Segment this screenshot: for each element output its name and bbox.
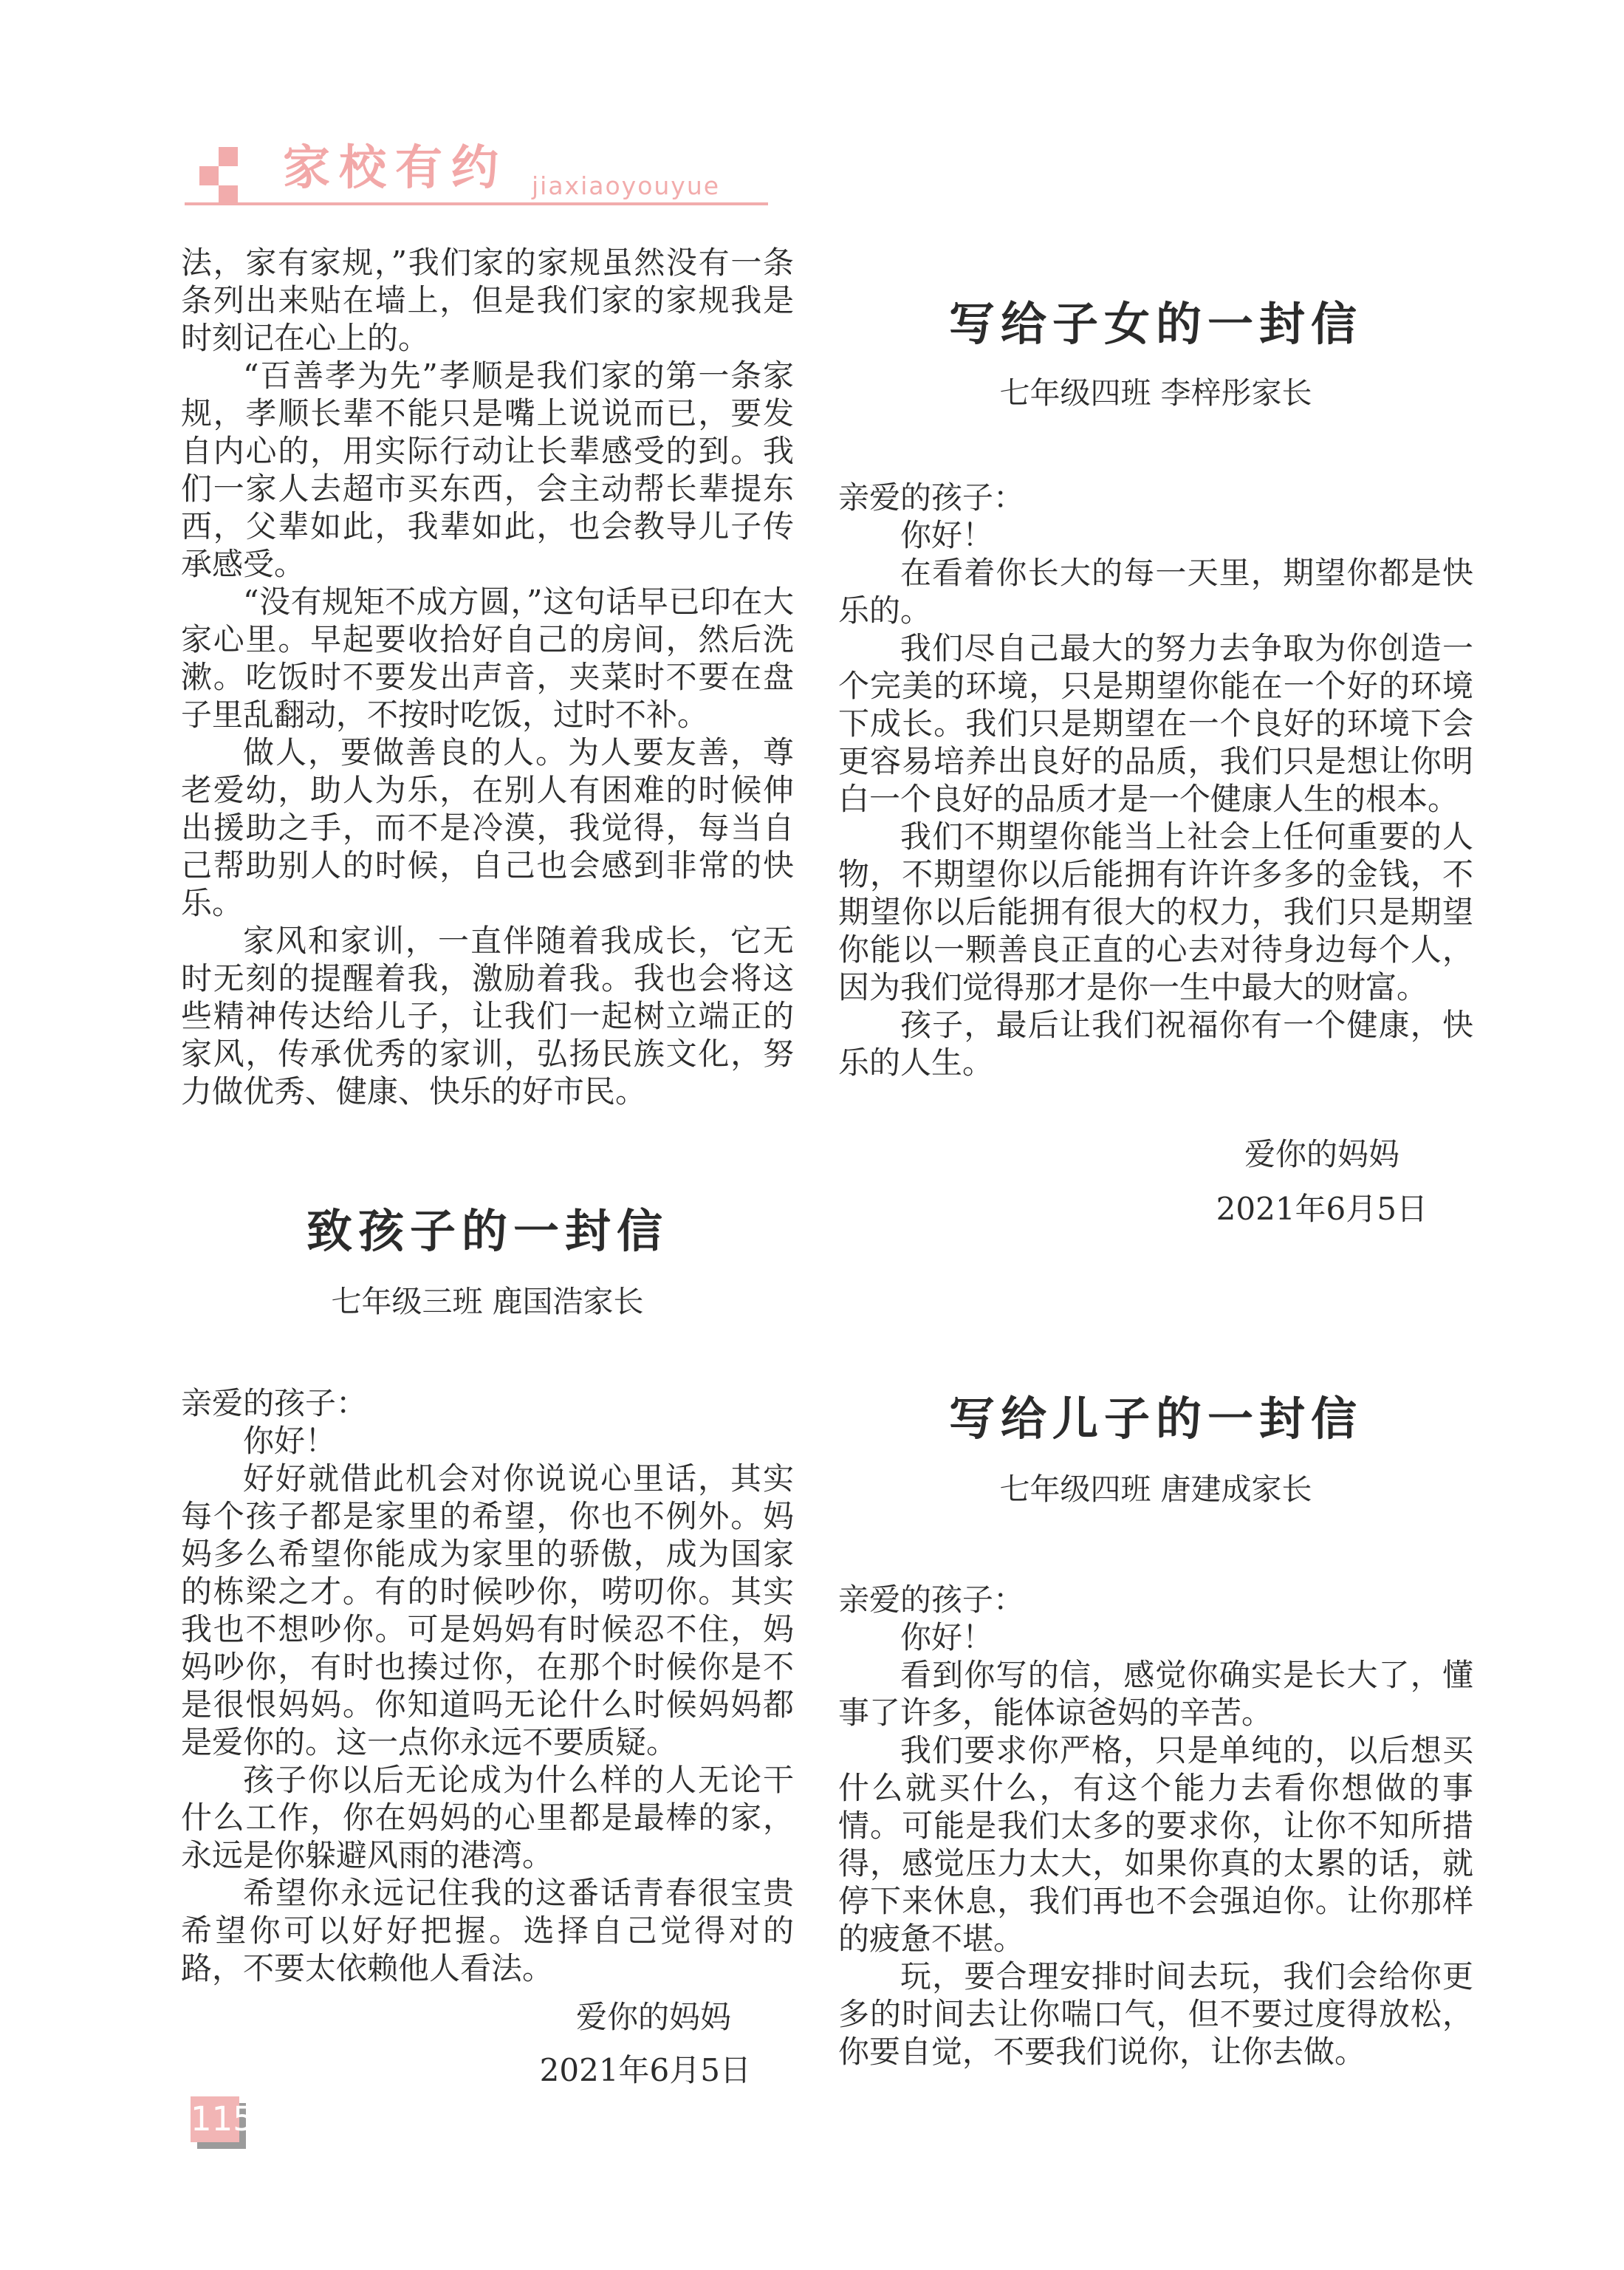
letter-title-to-children: 写给子女的一封信 — [948, 297, 1363, 351]
letter-byline-tang-jiancheng: 七年级四班 唐建成家长 — [999, 1471, 1312, 1507]
checker-icon-square — [199, 166, 219, 185]
article-family-rules — [181, 244, 794, 1110]
letter-greeting: 你好！ — [900, 517, 994, 553]
letter-greeting: 你好！ — [900, 1619, 994, 1655]
letter-paragraph: 看到你写的信，感觉你确实是长大了，懂事了许多，能体谅爸妈的辛苦。 — [838, 1657, 1473, 1731]
letter-signature — [838, 1136, 1473, 1173]
article-paragraph: 家风和家训，一直伴随着我成长，它无时无刻的提醒着我，激励着我。我也会将这些精神传达给儿子，让我们一起树立端正的家风，传承优秀的家训，弘扬民族文化，努力做优秀、健康、快乐的好市民。 — [181, 923, 794, 1110]
letter-paragraph: 在看着你长大的每一天里，期望你都是快乐的。 — [838, 555, 1473, 629]
letter-title-to-son: 写给儿子的一封信 — [948, 1392, 1363, 1446]
letter-paragraph: 我们不期望你能当上社会上任何重要的人物，不期望你以后能拥有许许多多的金钱，不期望你以后能拥有很大的权力，我们只是期望你能以一颗善良正直的心去对待身边每个人，因为我们觉得那才是你一生中最大的财富。 — [838, 818, 1473, 1005]
letter-paragraph: 孩子，最后让我们祝福你有一个健康，快乐的人生。 — [838, 1007, 1473, 1081]
date-text: 2021年6月5日 — [539, 2052, 751, 2088]
signature-text: 爱你的妈妈 — [1244, 1136, 1399, 1172]
column-title: 家校有约 — [283, 141, 507, 196]
letter-date — [838, 1191, 1473, 1228]
letter-byline-lu-guohao: 七年级三班 鹿国浩家长 — [331, 1284, 644, 1319]
letter-salutation: 亲爱的孩子： — [181, 1385, 368, 1421]
letter-paragraph: 我们尽自己最大的努力去争取为你创造一个完美的环境，只是期望你能在一个好的环境下成长。我们只是期望在一个良好的环境下会更容易培养出良好的品质，我们只是想让你明白一个良好的品质才是一个健康人生的根本。 — [838, 630, 1473, 817]
page-number-badge: 115 — [191, 2096, 239, 2142]
letter-paragraph: 希望你永远记住我的这番话青春很宝贵希望你可以好好把握。选择自己觉得对的路，不要太依赖他人看法。 — [181, 1875, 794, 1986]
letter-paragraph: 玩，要合理安排时间去玩，我们会给你更多的时间去让你喘口气，但不要过度得放松，你要自觉，不要我们说你，让你去做。 — [838, 1958, 1473, 2070]
letter-salutation: 亲爱的孩子： — [838, 479, 1025, 516]
article-paragraph: “没有规矩不成方圆，”这句话早已印在大家心里。早起要收拾好自己的房间，然后洗漱。吃饭时不要发出声音，夹菜时不要在盘子里乱翻动，不按时吃饭，过时不补。 — [181, 584, 794, 733]
header-underline — [185, 202, 768, 205]
article-paragraph: 法，家有家规，”我们家的家规虽然没有一条条列出来贴在墙上，但是我们家的家规我是时刻记在心上的。 — [181, 245, 794, 356]
letter-greeting: 你好！ — [243, 1423, 337, 1459]
article-paragraph: 做人，要做善良的人。为人要友善，尊老爱幼，助人为乐，在别人有困难的时候伸出援助之手，而不是冷漠，我觉得，每当自己帮助别人的时候，自己也会感到非常的快乐。 — [181, 734, 794, 921]
letter-byline-li-zitong: 七年级四班 李梓彤家长 — [999, 375, 1312, 411]
date-text: 2021年6月5日 — [1216, 1191, 1428, 1227]
signature-text: 爱你的妈妈 — [575, 1999, 731, 2035]
letter-salutation: 亲爱的孩子： — [838, 1582, 1025, 1618]
letter-body-to-child — [181, 1384, 794, 1987]
letter-title-to-child: 致孩子的一封信 — [306, 1204, 668, 1258]
letter-body-to-son — [838, 1581, 1473, 2071]
letter-body-to-children — [838, 479, 1473, 1081]
checker-icon-square — [219, 147, 238, 166]
article-paragraph: “百善孝为先”孝顺是我们家的第一条家规，孝顺长辈不能只是嘴上说说而已，要发自内心的，用实际行动让长辈感受的到。我们一家人去超市买东西，会主动帮长辈提东西，父辈如此，我辈如此，也会教导儿子传承感受。 — [181, 358, 794, 582]
letter-paragraph: 好好就借此机会对你说说心里话，其实每个孩子都是家里的希望，你也不例外。妈妈多么希望你能成为家里的骄傲，成为国家的栋梁之才。有的时候吵你，唠叨你。其实我也不想吵你。可是妈妈有时候忍不住，妈妈吵你，有时也揍过你，在那个时候你是不是很恨妈妈。你知道吗无论什么时候妈妈都是爱你的。这一点你永远不要质疑。 — [181, 1460, 794, 1760]
letter-signature — [181, 1999, 794, 2036]
letter-date — [181, 2052, 794, 2089]
column-title-pinyin: jiaxiaoyouyue — [532, 171, 721, 200]
letter-paragraph: 孩子你以后无论成为什么样的人无论干什么工作，你在妈妈的心里都是最棒的家，永远是你躲避风雨的港湾。 — [181, 1762, 794, 1873]
letter-paragraph: 我们要求你严格，只是单纯的，以后想买什么就买什么，有这个能力去看你想做的事情。可能是我们太多的要求你，让你不知所措得，感觉压力太大，如果你真的太累的话，就停下来休息，我们再也不会强迫你。让你那样的疲惫不堪。 — [838, 1732, 1473, 1957]
